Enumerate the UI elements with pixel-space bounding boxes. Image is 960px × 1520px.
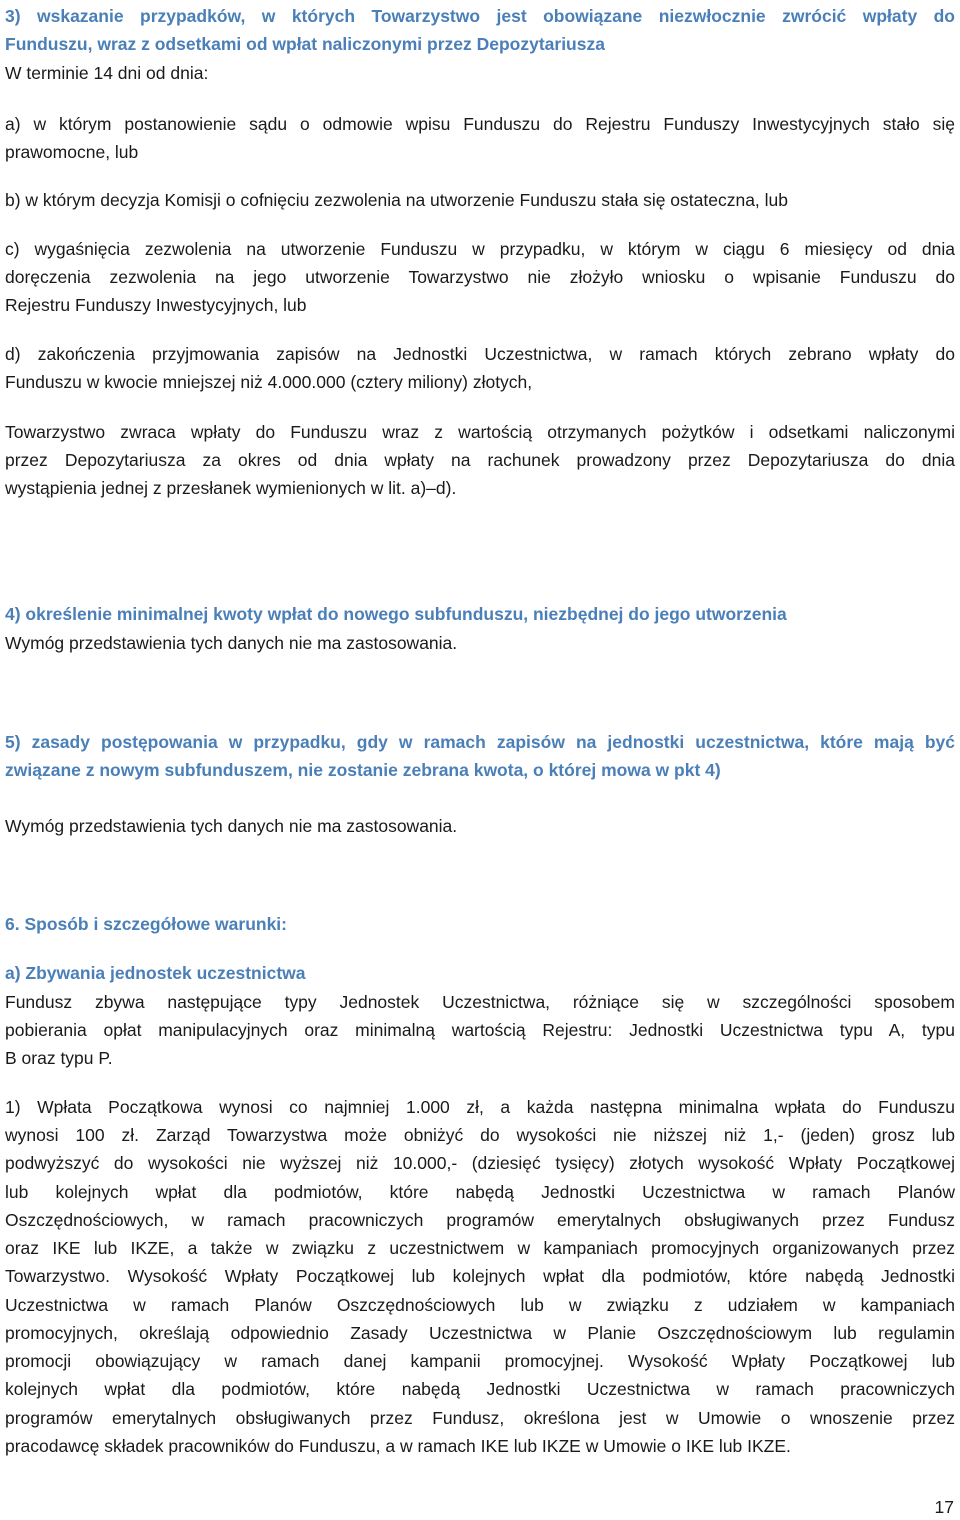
point-1-line-5: Oszczędnościowych, w ramach pracowniczych programów emerytalnych obsługiwanych przez Fundusz (5, 1210, 955, 1230)
section-6-intro-line-3: B oraz typu P. (5, 1048, 113, 1068)
section-5-heading-line-1: 5) zasady postępowania w przypadku, gdy w ramach zapisów na jednostki uczestnictwa, które mają być (5, 732, 955, 752)
closing-line-1: Towarzystwo zwraca wpłaty do Funduszu wraz z wartością otrzymanych pożytków i odsetkami naliczonymi (5, 422, 955, 442)
item-c-line-2: doręczenia zezwolenia na jego utworzenie Towarzystwo nie złożyło wniosku o wpisanie Funduszu do (5, 267, 955, 287)
item-a-line-2: prawomocne, lub (5, 142, 139, 162)
point-1-line-7: Towarzystwo. Wysokość Wpłaty Początkowej lub kolejnych wpłat dla podmiotów, które nabędą Jednostki (5, 1266, 955, 1286)
section-6-subheading: a) Zbywania jednostek uczestnictwa (5, 963, 306, 983)
section-5-heading-line-2: związane z nowym subfunduszem, nie zostanie zebrana kwota, o której mowa w pkt 4) (5, 760, 721, 780)
section-5-body: Wymóg przedstawienia tych danych nie ma zastosowania. (5, 816, 458, 836)
point-1-line-10: promocji obowiązujący w ramach danej kampanii promocyjnej. Wysokość Wpłaty Początkowej lub (5, 1351, 955, 1371)
page-number: 17 (934, 1497, 954, 1517)
point-1-line-13: pracodawcę składek pracowników do Funduszu, a w ramach IKE lub IKZE w Umowie o IKE lub IKZE. (5, 1436, 791, 1456)
item-c-line-1: c) wygaśnięcia zezwolenia na utworzenie Funduszu w przypadku, w którym w ciągu 6 miesięcy od dnia (5, 239, 955, 259)
item-a-line-1: a) w którym postanowienie sądu o odmowie wpisu Funduszu do Rejestru Funduszy Inwestycyjnych stało się (5, 114, 955, 134)
item-d-line-2: Funduszu w kwocie mniejszej niż 4.000.000 (cztery miliony) złotych, (5, 372, 533, 392)
section-4-body: Wymóg przedstawienia tych danych nie ma zastosowania. (5, 633, 458, 653)
section-6-intro-line-1: Fundusz zbywa następujące typy Jednostek Uczestnictwa, różniące się w szczególności sposobem (5, 992, 955, 1012)
closing-line-2: przez Depozytariusza za okres od dnia wpłaty na rachunek prowadzony przez Depozytariusza do dnia (5, 450, 955, 470)
point-1-line-9: promocyjnych, określają odpowiednio Zasady Uczestnictwa w Planie Oszczędnościowym lub regulamin (5, 1323, 955, 1343)
section-6-heading: 6. Sposób i szczegółowe warunki: (5, 914, 287, 934)
point-1-line-12: programów emerytalnych obsługiwanych przez Fundusz, określona jest w Umowie o wnoszenie przez (5, 1408, 955, 1428)
point-1-line-1: 1) Wpłata Początkowa wynosi co najmniej 1.000 zł, a każda następna minimalna wpłata do Funduszu (5, 1097, 955, 1117)
point-1-line-11: kolejnych wpłat dla podmiotów, które nabędą Jednostki Uczestnictwa w ramach pracowniczych (5, 1379, 955, 1399)
section-6-intro-line-2: pobierania opłat manipulacyjnych oraz minimalną wartością Rejestru: Jednostki Uczestnictwa typu A, typu (5, 1020, 955, 1040)
item-c-line-3: Rejestru Funduszy Inwestycyjnych, lub (5, 295, 307, 315)
section-3-heading-line-1: 3) wskazanie przypadków, w których Towarzystwo jest obowiązane niezwłocznie zwrócić wpłaty do (5, 6, 955, 26)
item-d-line-1: d) zakończenia przyjmowania zapisów na Jednostki Uczestnictwa, w ramach których zebrano wpłaty do (5, 344, 955, 364)
item-b-line-1: b) w którym decyzja Komisji o cofnięciu zezwolenia na utworzenie Funduszu stała się ostateczna, lub (5, 190, 789, 210)
section-3-heading-line-2: Funduszu, wraz z odsetkami od wpłat naliczonymi przez Depozytariusza (5, 34, 605, 54)
point-1-line-3: podwyższyć do wysokości nie wyższej niż 10.000,- (dziesięć tysięcy) złotych wysokość Wpłaty Początkowej (5, 1153, 955, 1173)
point-1-line-8: Uczestnictwa w ramach Planów Oszczędnościowych lub w związku z udziałem w kampaniach (5, 1295, 955, 1315)
point-1-line-6: oraz IKE lub IKZE, a także w związku z uczestnictwem w kampaniach promocyjnych organizowanych przez (5, 1238, 955, 1258)
point-1-line-4: lub kolejnych wpłat dla podmiotów, które nabędą Jednostki Uczestnictwa w ramach Planów (5, 1182, 955, 1202)
closing-line-3: wystąpienia jednej z przesłanek wymienionych w lit. a)–d). (5, 478, 457, 498)
section-3-intro: W terminie 14 dni od dnia: (5, 63, 209, 83)
section-4-heading: 4) określenie minimalnej kwoty wpłat do nowego subfunduszu, niezbędnej do jego utworzenia (5, 604, 787, 624)
point-1-line-2: wynosi 100 zł. Zarząd Towarzystwa może obniżyć do wysokości nie niższej niż 1,- (jeden) grosz lub (5, 1125, 955, 1145)
